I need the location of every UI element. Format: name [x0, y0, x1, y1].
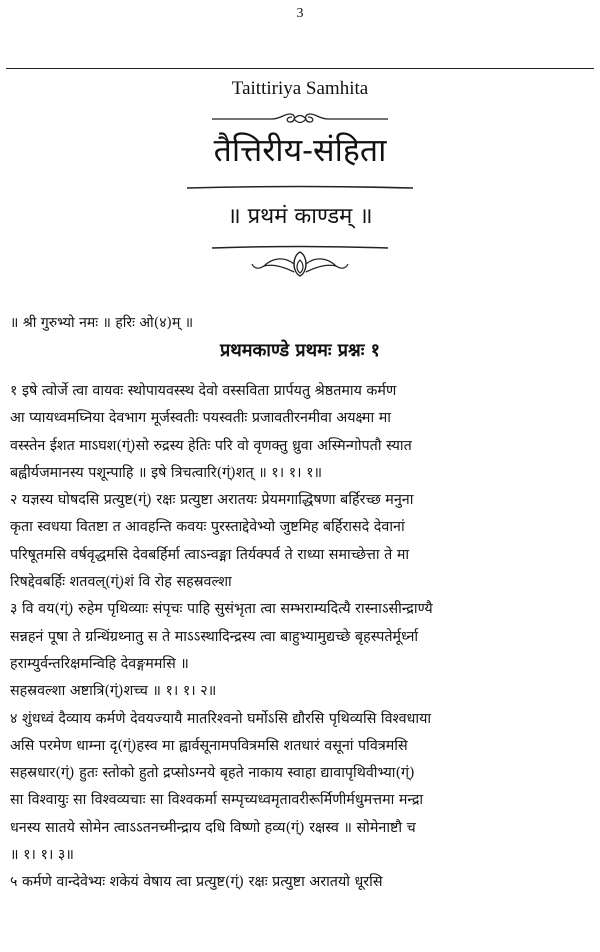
verse-line: परिषूतमसि वर्षवृद्धमसि देवबर्हिर्मा त्वाऽन्वङ्मा तिर्यक्पर्व ते राध्या समाच्छेत्ता ते मा: [10, 546, 410, 563]
verse-line: सन्नहनं पूषा ते ग्रन्थिंग्रथ्नातु स ते माऽऽस्थादिन्द्रस्य त्वा बाहुभ्यामुद्यच्छे बृहस्पतेर्मूर्ध्ना: [10, 628, 419, 645]
verse-block: [10, 378, 595, 897]
verse-line: २ यज्ञस्य घोषदसि प्रत्युष्ट(ग्ं) रक्षः प्रत्युष्टा अरातयः प्रेयमगाद्धिषणा बर्हिरच्छ मनुना: [10, 492, 414, 509]
page-number: 3: [296, 6, 304, 21]
lotus-ornament: [0, 246, 600, 284]
verse-line: ॥ १। १। ३॥: [10, 847, 74, 864]
title-underline: [0, 176, 600, 195]
flourish-divider: [0, 110, 600, 132]
verse-line: सा विश्वायुः सा विश्वव्यचाः सा विश्वकर्मा सम्पृच्यध्वमृतावरीरूर्मिणीर्मधुमत्तमा मन्द्रा: [10, 792, 424, 809]
verse-line: बह्वीर्यजमानस्य पशून्पाहि ॥ इषे त्रिचत्वारि(ग्ं)शत् ॥ १। १। १॥: [10, 464, 323, 481]
invocation: ॥ श्री गुरुभ्यो नमः ॥ हरिः ओ(४)म् ॥: [10, 315, 194, 331]
kanda-title: ॥ प्रथमं काण्डम् ॥: [227, 204, 373, 229]
verse-line: १ इषे त्वोर्जे त्वा वायवः स्थोपायवस्स्थ देवो वस्सविता प्रार्पयतु श्रेष्ठतमाय कर्मण: [10, 383, 397, 399]
verse-line: धनस्य सातये सोमेन त्वाऽऽतनच्मीन्द्राय दधि विष्णो हव्य(ग्ं) रक्षस्व ॥ सोमेनाष्टौ च: [10, 819, 416, 836]
verse-line: सहस्रवल्शा अष्टात्रि(ग्ं)शच्च ॥ १। १। २॥: [10, 683, 217, 700]
sanskrit-title: तैत्तिरीय-संहिता: [213, 131, 387, 169]
verse-line: सहस्रधार(ग्ं) हुतः स्तोको हुतो द्रप्सोऽग्नये बृहते नाकाय स्वाहा द्यावापृथिवीभ्या(ग्ं): [10, 765, 415, 782]
verse-line: ५ कर्मणे वान्देवेभ्यः शकेयं वेषाय त्वा प्रत्युष्ट(ग्ं) रक्षः प्रत्युष्टा अरातयो धूरसि: [10, 874, 383, 891]
verse-line: कृता स्वधया वितष्टा त आवहन्ति कवयः पुरस्ताद्देवेभ्यो जुष्टमिह बर्हिरासदे देवानां: [10, 519, 405, 536]
prashna-heading: प्रथमकाण्डे प्रथमः प्रश्नः १: [219, 340, 381, 361]
verse-line: ४ शुंधध्वं दैव्याय कर्मणे देवयज्यायै मातरिश्वनो घर्मोऽसि द्यौरसि पृथिव्यसि विश्वधाया: [10, 710, 432, 727]
verse-line: रिषद्देवबर्हिः शतवल्(ग्ं)शं वि रोह सहस्रवल्शा: [10, 574, 232, 591]
verse-line: आ प्यायध्वमघ्निया देवभाग मूर्जस्वतीः पयस्वतीः प्रजावतीरनमीवा अयक्ष्मा मा: [10, 410, 391, 427]
verse-line: असि परमेण धाम्ना दृ(ग्ं)हस्व मा ह्वार्वसूनामपवित्रमसि शतधारं वसूनां पवित्रमसि: [10, 737, 408, 754]
header-rule: [6, 68, 594, 69]
verse-line: हराम्युर्वन्तरिक्षमन्विहि देवङ्गममसि ॥: [10, 655, 189, 672]
verse-line: ३ वि वय(ग्ं) रुहेम पृथिव्याः संपृचः पाहि सुसंभृता त्वा सम्भराम्यदित्यै रास्नाऽसीन्द्राण्यै: [10, 601, 433, 618]
english-title: Taittiriya Samhita: [231, 78, 369, 99]
verse-line: वस्स्तेन ईशत माऽघश(ग्ं)सो रुद्रस्य हेतिः परि वो वृणक्तु ध्रुवा अस्मिन्गोपतौ स्यात: [10, 437, 412, 454]
